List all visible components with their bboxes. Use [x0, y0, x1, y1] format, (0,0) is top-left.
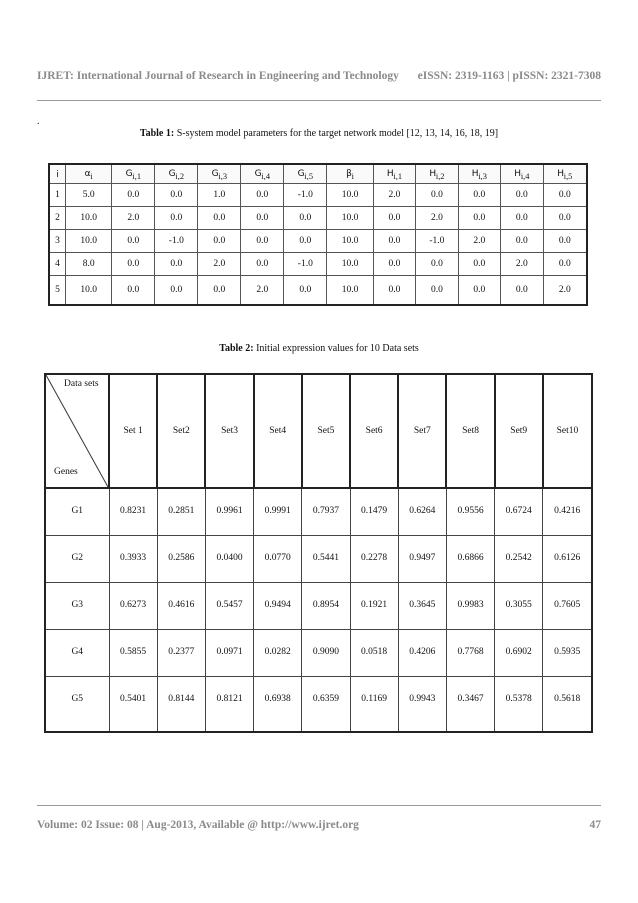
table-cell: 10.0: [327, 276, 373, 306]
table-cell: 5: [49, 276, 65, 306]
column-header: [198, 164, 241, 184]
table-cell: 2.0: [501, 253, 543, 276]
gene-label: G3: [45, 582, 109, 629]
corner-cell: [45, 374, 109, 488]
header-subscript: i,3: [218, 171, 227, 181]
table-cell: 0.5401: [109, 676, 157, 732]
table-cell: 10.0: [65, 230, 111, 253]
table-cell: 0.0: [112, 184, 155, 207]
table-cell: 0.5457: [205, 582, 253, 629]
table-cell: 10.0: [65, 276, 111, 306]
table-cell: 0.0: [241, 207, 284, 230]
table-cell: 2: [49, 207, 65, 230]
table-cell: 0.3467: [446, 676, 494, 732]
table-cell: 0.0: [155, 207, 198, 230]
table-row: [49, 230, 587, 253]
table-cell: 0.0: [373, 276, 415, 306]
header-subscript: i,5: [563, 171, 573, 181]
table-cell: 0.0: [501, 230, 543, 253]
table-cell: 0.6273: [109, 582, 157, 629]
table-cell: 0.0: [458, 276, 500, 306]
table-cell: 0.4616: [157, 582, 205, 629]
table-cell: 0.7605: [543, 582, 592, 629]
table-cell: 0.0: [112, 253, 155, 276]
table-cell: 10.0: [327, 184, 373, 207]
table-cell: 0.5618: [543, 676, 592, 732]
header-symbol: β: [346, 168, 352, 179]
header-symbol: G: [254, 168, 262, 179]
table-cell: 2.0: [198, 253, 241, 276]
table-cell: 0.0: [198, 230, 241, 253]
table-cell: 0.0: [501, 276, 543, 306]
table-cell: 0.0971: [205, 629, 253, 676]
table-cell: 0.0: [241, 184, 284, 207]
table-cell: 0.6359: [302, 676, 350, 732]
column-header: Set10: [543, 374, 592, 488]
table-cell: 2.0: [543, 276, 587, 306]
parameters-table: [48, 163, 588, 306]
table-cell: -1.0: [155, 230, 198, 253]
table-cell: 0.9494: [254, 582, 302, 629]
page-number: 47: [589, 819, 601, 831]
table-cell: 0.0: [241, 230, 284, 253]
header-symbol: i: [56, 169, 59, 180]
header-subscript: i: [351, 171, 354, 181]
table-cell: 0.7768: [446, 629, 494, 676]
stray-mark: .: [37, 116, 40, 127]
table-cell: 0.0: [458, 184, 500, 207]
column-header: Set9: [495, 374, 543, 488]
table-cell: 0.6866: [446, 535, 494, 582]
header-symbol: H: [386, 168, 394, 179]
table-cell: 0.0: [284, 276, 327, 306]
header-symbol: G: [297, 168, 305, 179]
table-row: [49, 253, 587, 276]
table-cell: 1.0: [198, 184, 241, 207]
table-cell: 0.2377: [157, 629, 205, 676]
header-symbol: H: [471, 168, 479, 179]
table-cell: 0.5441: [302, 535, 350, 582]
table-cell: 2.0: [373, 184, 415, 207]
table-cell: 0.0: [284, 207, 327, 230]
header-symbol: G: [211, 168, 219, 179]
table-cell: 0.9961: [205, 488, 253, 535]
table-cell: 0.0: [458, 207, 500, 230]
table-cell: 0.9943: [398, 676, 446, 732]
table-row: [45, 676, 592, 732]
column-header: [155, 164, 198, 184]
table-row: [49, 184, 587, 207]
table-header-row: [49, 164, 587, 184]
table-cell: 0.0: [373, 230, 415, 253]
column-header: [543, 164, 587, 184]
table-cell: 0.0400: [205, 535, 253, 582]
table-cell: 0.5855: [109, 629, 157, 676]
column-header: Set7: [398, 374, 446, 488]
table-cell: 0.7937: [302, 488, 350, 535]
header-subscript: i,2: [175, 171, 184, 181]
table1-caption-text: S-system model parameters for the target network model [12, 13, 14, 16, 18, 19]: [174, 128, 499, 139]
table1-caption: [0, 128, 638, 139]
table-cell: 5.0: [65, 184, 111, 207]
table-cell: 0.2851: [157, 488, 205, 535]
table-cell: 0.3645: [398, 582, 446, 629]
column-header: Set6: [350, 374, 398, 488]
column-header: [327, 164, 373, 184]
table-cell: 0.4206: [398, 629, 446, 676]
header-symbol: H: [557, 168, 564, 179]
page-footer: [37, 819, 601, 831]
table-cell: 0.0: [241, 253, 284, 276]
table-cell: 0.6902: [495, 629, 543, 676]
gene-label: G5: [45, 676, 109, 732]
table2-caption-label: Table 2:: [219, 343, 254, 354]
table-cell: 0.0: [155, 253, 198, 276]
table-cell: 0.9556: [446, 488, 494, 535]
column-header: [284, 164, 327, 184]
column-header: [112, 164, 155, 184]
table1-caption-label: Table 1:: [139, 128, 175, 139]
table-cell: -1.0: [416, 230, 458, 253]
table-cell: 0.0: [198, 207, 241, 230]
table-cell: 0.0: [112, 230, 155, 253]
corner-top-label: Data sets: [64, 379, 99, 389]
table-cell: 4: [49, 253, 65, 276]
table-cell: 0.6264: [398, 488, 446, 535]
table-cell: 2.0: [241, 276, 284, 306]
table-cell: 0.8121: [205, 676, 253, 732]
table-row: [49, 207, 587, 230]
table2-caption: [0, 343, 638, 354]
table-cell: 0.8144: [157, 676, 205, 732]
header-subscript: i,4: [520, 171, 530, 181]
table-cell: 8.0: [65, 253, 111, 276]
table-cell: 0.0: [155, 184, 198, 207]
table-cell: 2.0: [458, 230, 500, 253]
table-cell: 10.0: [327, 253, 373, 276]
table-cell: 0.2278: [350, 535, 398, 582]
header-subscript: i,3: [478, 171, 487, 181]
column-header: Set2: [157, 374, 205, 488]
column-header: [373, 164, 415, 184]
table-cell: 0.5935: [543, 629, 592, 676]
table-cell: 0.3933: [109, 535, 157, 582]
table-cell: 0.4216: [543, 488, 592, 535]
table-cell: 0.0: [543, 230, 587, 253]
table-row: [45, 488, 592, 535]
table-cell: 0.2586: [157, 535, 205, 582]
table-cell: 10.0: [327, 230, 373, 253]
table-cell: 2.0: [416, 207, 458, 230]
table-cell: 0.0: [543, 207, 587, 230]
table-cell: 0.0: [501, 207, 543, 230]
table-cell: 0.6724: [495, 488, 543, 535]
table-cell: 10.0: [327, 207, 373, 230]
column-header: Set 1: [109, 374, 157, 488]
table-cell: 0.5378: [495, 676, 543, 732]
header-symbol: H: [514, 168, 521, 179]
table-cell: 0.9090: [302, 629, 350, 676]
header-subscript: i: [90, 171, 93, 181]
footer-rule: [37, 805, 601, 806]
table-cell: 0.1921: [350, 582, 398, 629]
table-cell: 0.0770: [254, 535, 302, 582]
table-cell: 0.0: [198, 276, 241, 306]
table-cell: -1.0: [284, 184, 327, 207]
column-header: [416, 164, 458, 184]
table-cell: 0.9983: [446, 582, 494, 629]
table-cell: -1.0: [284, 253, 327, 276]
table-cell: 0.6938: [254, 676, 302, 732]
header-rule: [37, 100, 601, 101]
footer-volume: Volume: 02 Issue: 08 | Aug-2013, Available @ http://www.ijret.org: [37, 819, 359, 831]
journal-issn: eISSN: 2319-1163 | pISSN: 2321-7308: [417, 70, 601, 82]
table-cell: 0.6126: [543, 535, 592, 582]
table-cell: 0.0: [112, 276, 155, 306]
corner-bottom-label: Genes: [54, 467, 78, 477]
table-cell: 0.8231: [109, 488, 157, 535]
column-header: [501, 164, 543, 184]
header-symbol: G: [168, 168, 176, 179]
table-cell: 3: [49, 230, 65, 253]
table-cell: 0.0: [373, 207, 415, 230]
header-subscript: i,1: [393, 171, 402, 181]
table-cell: 0.0518: [350, 629, 398, 676]
table-cell: 0.0: [543, 253, 587, 276]
table-cell: 0.1169: [350, 676, 398, 732]
table-cell: 0.0282: [254, 629, 302, 676]
header-symbol: G: [125, 168, 133, 179]
column-header: Set3: [205, 374, 253, 488]
table-cell: 0.9991: [254, 488, 302, 535]
table-cell: 0.0: [543, 184, 587, 207]
expression-table: [44, 373, 593, 733]
header-subscript: i,2: [435, 171, 445, 181]
column-header: [241, 164, 284, 184]
column-header: [458, 164, 500, 184]
header-symbol: H: [429, 168, 436, 179]
table-cell: 10.0: [65, 207, 111, 230]
table-cell: 0.0: [373, 253, 415, 276]
header-subscript: i,1: [132, 171, 141, 181]
table-cell: 1: [49, 184, 65, 207]
column-header: [49, 164, 65, 184]
table-cell: 0.2542: [495, 535, 543, 582]
column-header: Set5: [302, 374, 350, 488]
table-row: [45, 535, 592, 582]
table-cell: 0.1479: [350, 488, 398, 535]
gene-label: G4: [45, 629, 109, 676]
table-row: [45, 582, 592, 629]
column-header: Set8: [446, 374, 494, 488]
table-cell: 0.0: [416, 184, 458, 207]
table-cell: 0.0: [501, 184, 543, 207]
column-header: [65, 164, 111, 184]
header-subscript: i,5: [304, 171, 313, 181]
table-cell: 0.3055: [495, 582, 543, 629]
header-subscript: i,4: [261, 171, 270, 181]
table-cell: 0.0: [284, 230, 327, 253]
column-header: Set4: [254, 374, 302, 488]
table-row: [49, 276, 587, 306]
table2-caption-text: Initial expression values for 10 Data sets: [253, 343, 419, 354]
gene-label: G1: [45, 488, 109, 535]
table-cell: 0.0: [416, 253, 458, 276]
table-row: [45, 629, 592, 676]
table-header-row: [45, 374, 592, 488]
table-cell: 0.8954: [302, 582, 350, 629]
table-cell: 0.0: [416, 276, 458, 306]
gene-label: G2: [45, 535, 109, 582]
table-cell: 0.0: [155, 276, 198, 306]
table-cell: 0.0: [458, 253, 500, 276]
table-cell: 2.0: [112, 207, 155, 230]
page-header: [37, 70, 601, 82]
table-cell: 0.9497: [398, 535, 446, 582]
journal-title: IJRET: International Journal of Research in Engineering and Technology: [37, 70, 399, 82]
header-symbol: α: [84, 168, 91, 179]
